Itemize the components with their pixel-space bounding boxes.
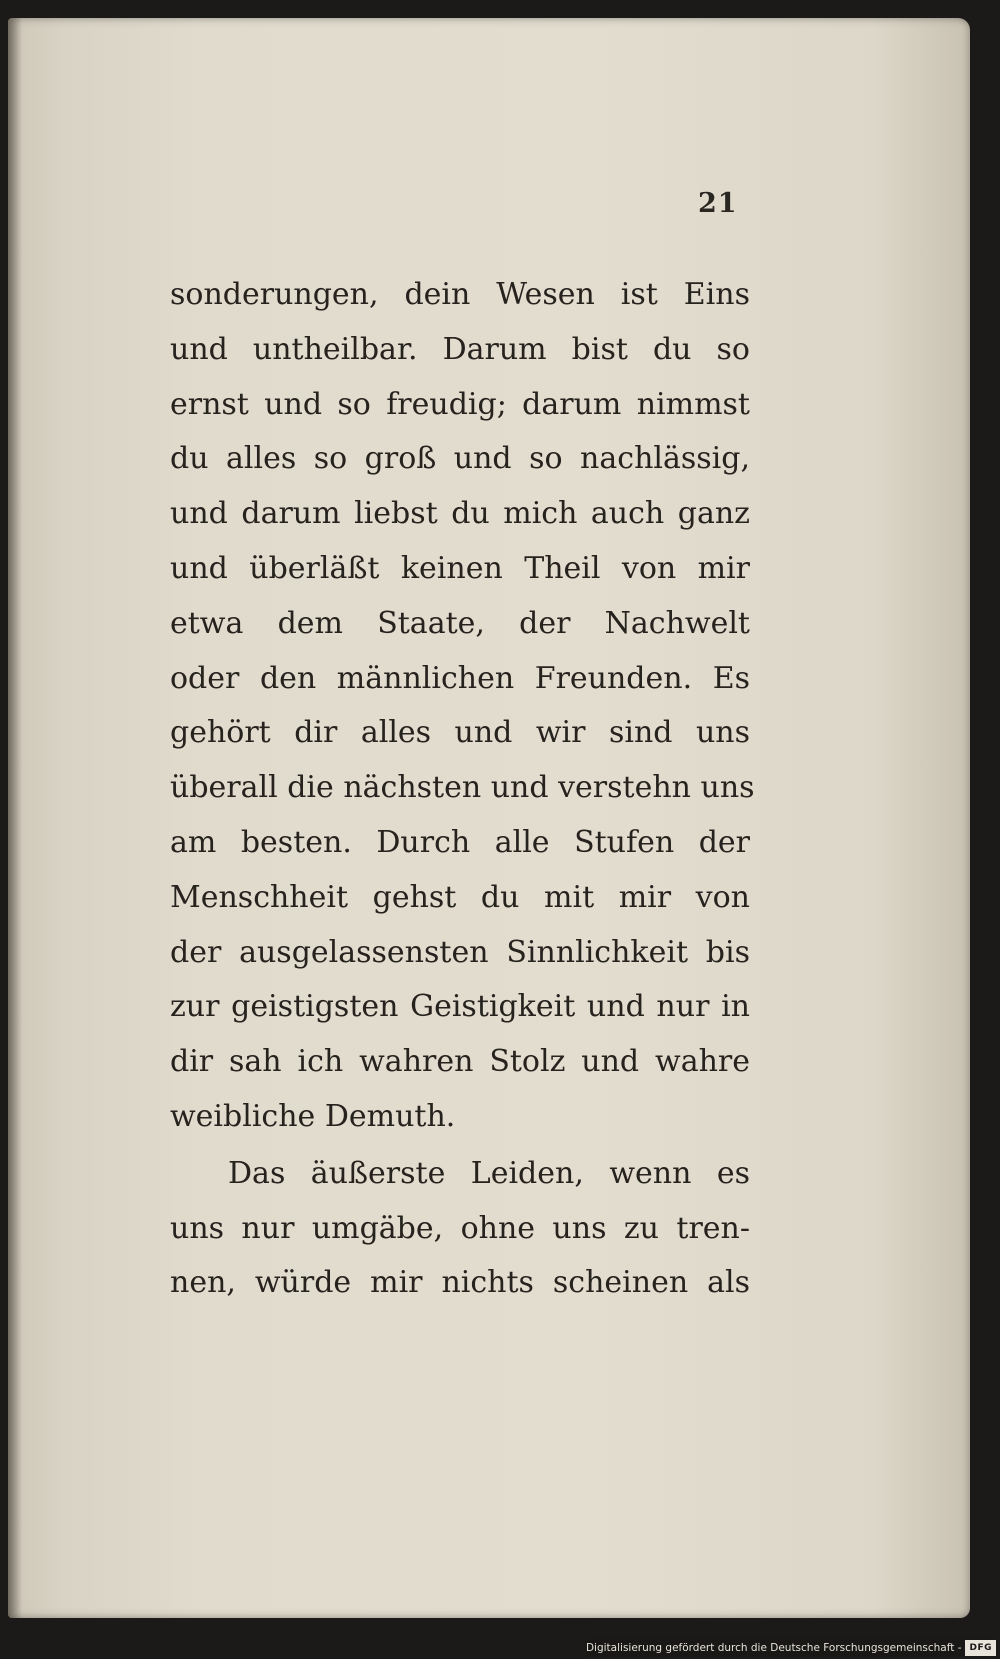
text-line: und untheilbar. Darum bist du so [170,331,750,367]
text-line: etwa dem Staate, der Nachwelt [170,605,750,641]
book-page [8,18,970,1618]
text-line: sonderungen, dein Wesen ist Eins [170,277,750,312]
text-line: am besten. Durch alle Stufen der [170,824,750,860]
text-line: Menschheit gehst du mit mir von [170,879,750,915]
text-line: weibliche Demuth. [170,1098,456,1134]
text-line: und darum liebst du mich auch ganz [170,496,750,532]
text-line: gehört dir alles und wir sind uns [170,715,750,751]
text-line: du alles so groß und so nachlässig, [170,441,750,477]
text-line: und überläßt keinen Theil von mir [170,550,750,586]
body-text [170,268,755,1311]
text-line: oder den männlichen Freunden. Es [170,660,750,696]
text-line: ernst und so freudig; darum nimmst [170,386,750,422]
text-line: nen, würde mir nichts scheinen als [170,1265,750,1301]
credit-text: Digitalisierung gefördert durch die Deutsche Forschungsgemeinschaft - [585,1642,962,1654]
text-line: dir sah ich wahren Stolz und wahre [170,1044,750,1080]
page-number: 21 [698,188,738,219]
spine-shadow [8,18,22,1618]
text-line: überall die nächsten und verstehn uns [170,770,755,806]
text-line: zur geistigsten Geistigkeit und nur in [170,989,750,1025]
text-line: uns nur umgäbe, ohne uns zu tren- [170,1210,750,1246]
text-line: der ausgelassensten Sinnlichkeit bis [170,934,750,970]
digitization-credit [586,1639,996,1657]
text-line: Das äußerste Leiden, wenn es [228,1155,750,1191]
dfg-logo: DFG [965,1640,996,1656]
